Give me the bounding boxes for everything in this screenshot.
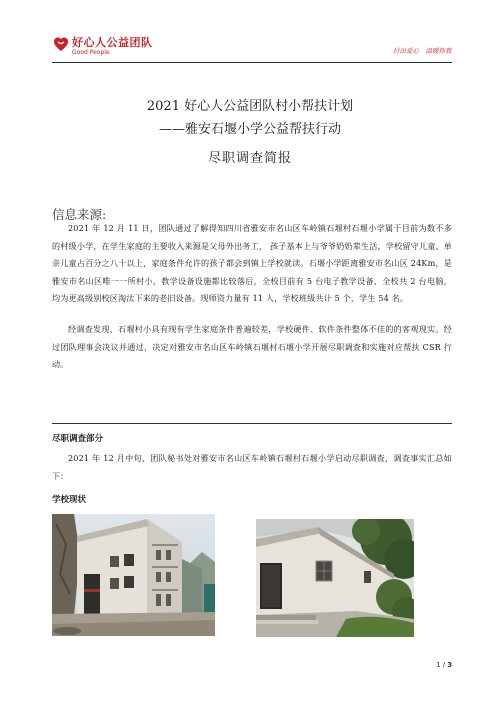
org-name: 好心人公益团队: [72, 36, 153, 49]
info-source-paragraph-2: 经调查发现，石堰村小具有现有学生家庭条件普遍较差，学校硬件、软件条件整体不佳的的客观现实。经过团队理事会决议并通过，决定对雅安市名山区车岭镇石堰村石堰小学开展尽职调查和实施对应帮扶 CSR 行动。: [52, 324, 452, 370]
slogan: 付出爱心 温暖你我: [393, 47, 452, 55]
heart-logo-icon: [53, 36, 69, 52]
page-separator: /: [440, 661, 448, 669]
title-line-2: ——雅安石堰小学公益帮扶行动: [158, 122, 341, 137]
page-total: 3: [447, 661, 453, 669]
info-source-paragraph-1: 2021 年 12 月 11 日，团队通过了解得知四川省雅安市名山区车岭镇石堰村石堰小学属于目前为数不多的村级小学，在学生家庭的主要收入来源是父母外出务工， 孩子基本上与爷爷奶奶辈生活，学校留守儿童、单亲儿童占百分之八十以上，家庭条件允许的孩子都会到镇上学校就读。石堰小学距离雅安市名山区 24Km，是雅安市名山区唯一一所村小，教学设备设施都比较落后，全校目前有 5 台电子教学设备、全校共 2 台电脑，均为更高级别校区淘汰下来的老旧设备。现师资力量有 11 人，学校班级共计 5 个，学生 54 名。: [52, 223, 452, 304]
school-status-heading: 学校现状: [52, 495, 87, 505]
section-divider: [52, 423, 452, 424]
page-header: [0, 0, 500, 64]
due-diligence-heading: 尽职调查部分: [52, 434, 104, 444]
org-name-en: Good People: [72, 49, 110, 56]
page-current: 1: [436, 661, 441, 669]
page-number: [436, 661, 452, 669]
header-divider: [52, 62, 452, 63]
title-line-1: 2021 好心人公益团队村小帮扶计划: [146, 99, 354, 114]
due-diligence-paragraph: 2021 年 12 月中旬，团队秘书处对雅安市名山区车岭镇石堰村石堰小学启动尽职调查，调查事实汇总如下：: [52, 453, 452, 481]
school-courtyard-photo: [256, 519, 414, 637]
title-line-3: 尽职调查简报: [207, 151, 292, 166]
school-building-photo: [52, 514, 215, 636]
info-source-heading: 信息来源:: [52, 207, 107, 222]
